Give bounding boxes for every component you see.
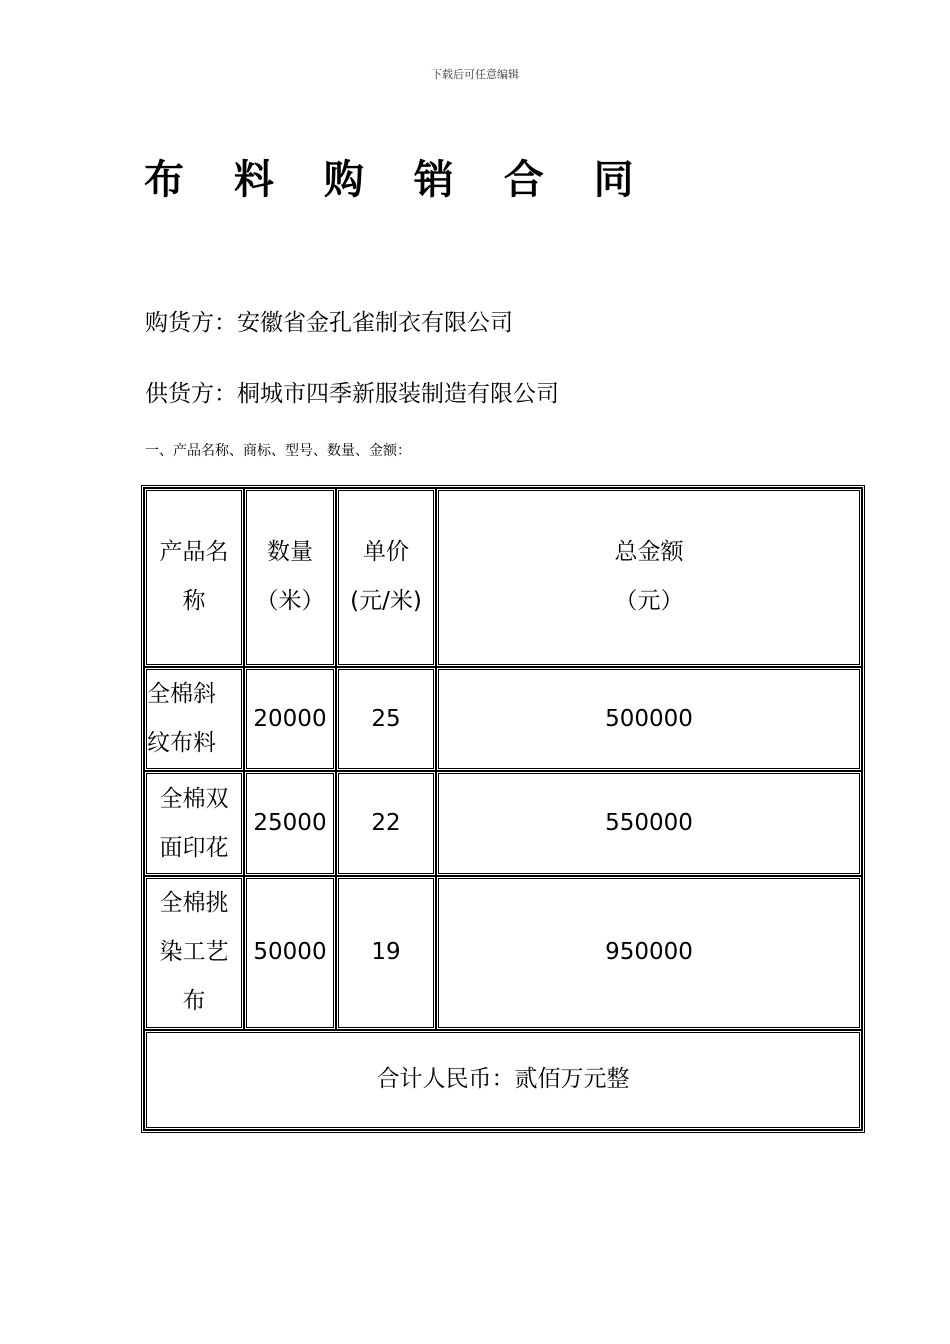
product-name-text: 面印花	[159, 834, 229, 861]
quantity-cell: 50000	[244, 876, 336, 1030]
product-name-cell	[144, 771, 244, 875]
contract-title: 布 料 购 销 合 同	[144, 157, 652, 203]
product-name-text: 纹布料	[147, 730, 216, 757]
header-text: 产品名	[159, 539, 229, 566]
buyer-line: 购货方：安徽省金孔雀制衣有限公司	[145, 310, 513, 336]
section-heading: 一、产品名称、商标、型号、数量、金额：	[145, 443, 411, 459]
goods-table	[144, 488, 862, 1130]
grand-total-cell: 合计人民币：贰佰万元整	[144, 1030, 862, 1131]
goods-table-frame	[141, 485, 865, 1133]
table-row	[144, 667, 862, 771]
table-header-row	[144, 488, 862, 667]
header-total	[436, 488, 862, 667]
unit-price-cell: 22	[336, 771, 436, 875]
unit-price-cell: 19	[336, 876, 436, 1030]
product-name-cell	[144, 876, 244, 1030]
product-name-cell	[144, 667, 244, 771]
supplier-line: 供货方：桐城市四季新服装制造有限公司	[145, 381, 559, 407]
header-quantity	[244, 488, 336, 667]
product-name-text: 全棉斜	[147, 681, 216, 708]
header-text: （元）	[614, 588, 684, 615]
product-name-text: 染工艺	[159, 939, 229, 966]
header-text: 数量	[267, 539, 313, 566]
total-cell: 550000	[436, 771, 862, 875]
header-text: （米）	[255, 588, 325, 615]
header-text: 单价	[363, 539, 409, 566]
header-product-name	[144, 488, 244, 667]
total-cell: 950000	[436, 876, 862, 1030]
header-text: 称	[182, 588, 206, 615]
total-cell: 500000	[436, 667, 862, 771]
header-note: 下载后可任意编辑	[431, 68, 519, 81]
table-row	[144, 876, 862, 1030]
header-text: (元/米)	[350, 588, 422, 615]
product-name-text: 全棉挑	[159, 890, 229, 917]
product-name-text: 全棉双	[159, 785, 229, 812]
unit-price-cell: 25	[336, 667, 436, 771]
product-name-text: 布	[182, 988, 206, 1015]
header-unit-price	[336, 488, 436, 667]
table-row	[144, 771, 862, 875]
grand-total-row	[144, 1030, 862, 1131]
quantity-cell: 25000	[244, 771, 336, 875]
quantity-cell: 20000	[244, 667, 336, 771]
header-text: 总金额	[614, 539, 684, 566]
